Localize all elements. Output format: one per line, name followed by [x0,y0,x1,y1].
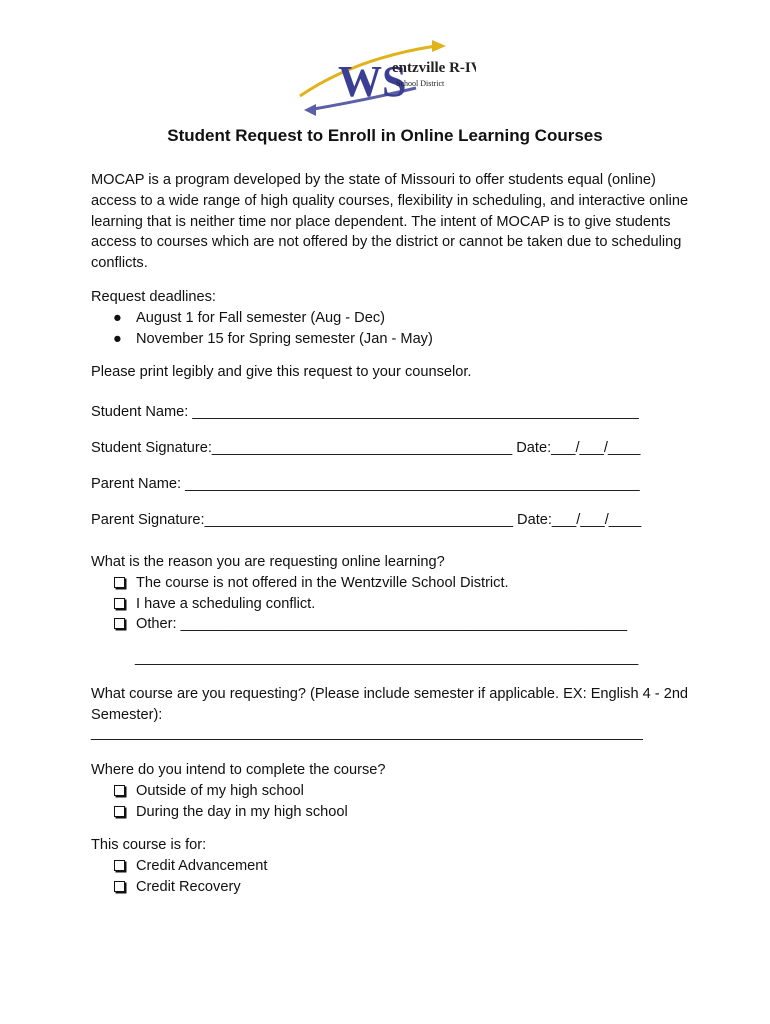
option-label: Credit Advancement [136,857,268,874]
list-item[interactable] [91,781,691,802]
intro-paragraph: MOCAP is a program developed by the state of Missouri to offer students equal (online) access to a wide range of high quality courses, flexibility in scheduling, and interactive online learning that is neither time nor place dependent. The intent of MOCAP is to give students access to courses which are not offered by the district or cannot be taken due to scheduling conflicts. [91,172,689,272]
checkbox-icon[interactable] [114,598,125,609]
option-label: I have a scheduling conflict. [136,595,316,612]
deadlines-list [91,308,691,350]
district-logo [296,38,476,124]
list-item[interactable] [91,614,711,635]
list-item[interactable] [91,594,711,615]
deadline-text: August 1 for Fall semester (Aug - Dec) [136,309,385,326]
checkbox-icon[interactable] [114,577,125,588]
list-item [91,308,691,329]
parent-name-field[interactable]: Parent Name: ________________________________________________________ [91,476,640,492]
reason-section [91,552,711,635]
logo-sub-text: School District [396,79,445,88]
checkbox-icon[interactable] [114,860,125,871]
deadline-text: November 15 for Spring semester (Jan - May) [136,330,433,347]
list-item[interactable] [91,877,691,898]
bullet-icon: ● [113,309,122,326]
purpose-section [91,835,691,897]
logo-letters: WS [338,57,407,106]
option-label: During the day in my high school [136,803,348,820]
deadlines-label: Request deadlines: [91,289,216,305]
checkbox-icon[interactable] [114,881,125,892]
option-label: Credit Recovery [136,878,241,895]
option-label: The course is not offered in the Wentzville School District. [136,574,509,591]
list-item[interactable] [91,802,691,823]
student-signature-field[interactable]: Student Signature:_____________________________________ Date:___/___/____ [91,440,641,456]
location-options [91,781,691,823]
deadlines-section [91,287,691,349]
purpose-question: This course is for: [91,837,207,853]
other-reason-line[interactable]: ______________________________________________________________ [135,650,639,666]
list-item[interactable] [91,573,711,594]
page-title: Student Request to Enroll in Online Learning Courses [167,126,603,145]
course-answer-line[interactable]: ____________________________________________________________________ [91,725,643,741]
list-item [91,329,691,350]
option-label: Other: _______________________________________________________ [136,616,628,633]
reason-options [91,573,711,635]
location-section [91,760,691,822]
location-question: Where do you intend to complete the course? [91,762,386,778]
option-label: Outside of my high school [136,782,304,799]
checkbox-icon[interactable] [114,618,125,629]
checkbox-icon[interactable] [114,785,125,796]
logo-main-text: entzville R-IV [392,60,476,76]
course-question: What course are you requesting? (Please include semester if applicable. EX: English 4 - 2nd Semester): [91,686,689,723]
checkbox-icon[interactable] [114,806,125,817]
purpose-options [91,856,691,898]
instructions-text: Please print legibly and give this request to your counselor. [91,364,472,380]
student-name-field[interactable]: Student Name: _______________________________________________________ [91,404,639,420]
reason-question: What is the reason you are requesting online learning? [91,554,445,570]
bullet-icon: ● [113,330,122,347]
list-item[interactable] [91,856,691,877]
parent-signature-field[interactable]: Parent Signature:______________________________________ Date:___/___/____ [91,512,642,528]
